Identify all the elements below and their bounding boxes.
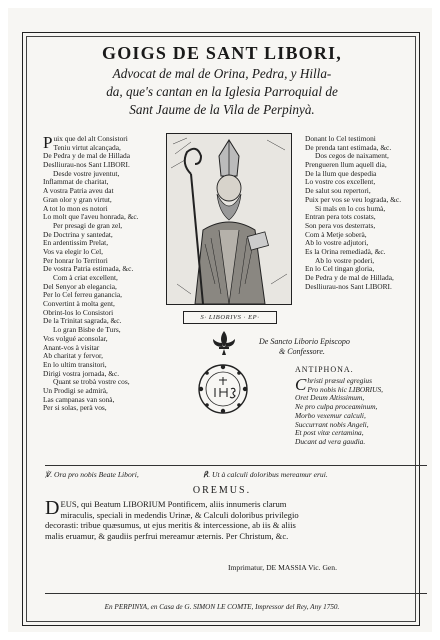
verse-line: Inflammat de charitat, xyxy=(43,177,109,187)
verse-line: Com à criat excellent, xyxy=(53,273,118,282)
title-line-3: da, que's cantan en la Iglesia Parroquial de xyxy=(106,84,338,99)
verse-line: Un Prodigi se admirà, xyxy=(43,385,108,395)
verse-line: Ab lo vostre poderi, xyxy=(315,255,375,265)
prayer-line: miraculis, speciali in medendis Urinæ, & Calculi doloribus privilegio xyxy=(60,509,299,520)
verse-line: Entran pera tots costats, xyxy=(305,212,376,222)
verse-line: En lo ultim transitori, xyxy=(43,359,107,369)
verse-line: Per presagi de gran zel, xyxy=(53,220,123,230)
verse-line: De prenda tant estimada, &c. xyxy=(305,142,392,152)
verse-line: A vostra Patria aveu dat xyxy=(43,186,114,196)
portrait-caption: S· LIBORIVS · EP· xyxy=(183,311,277,324)
verse-line: Dos cegos de naixament, xyxy=(315,151,389,161)
imprimatur-line: Imprimatur, DE MASSIA Vic. Gen. xyxy=(228,563,337,572)
verse-line: Teniu virtut alcançada, xyxy=(53,142,121,152)
saint-portrait xyxy=(166,133,292,305)
verse-line: Quant se trobà vostre cos, xyxy=(53,377,130,387)
footer-rule xyxy=(45,593,427,594)
verse-line: Dirigi vostra jornada, &c. xyxy=(43,368,120,378)
verse-line: Per honrar lo Territori xyxy=(43,255,108,265)
antiphona-line: hristi præsul egregius xyxy=(307,376,372,385)
verse-line: uix que del alt Consistori xyxy=(53,134,128,143)
title-line-2: Advocat de mal de Orina, Pedra, y Hilla- xyxy=(112,66,332,81)
latin-heading xyxy=(259,337,350,357)
verse-line: Del Senyor ab elegancia, xyxy=(43,281,117,291)
antiphona-line: Ne pro culpa proceaminum, xyxy=(295,402,378,412)
antiphona-text xyxy=(295,375,384,447)
antiphona-line: Oret Deum Altissimum, xyxy=(295,393,365,403)
printer-colophon: En PERPINYA, en Casa de G. SIMON LE COMTE, Impressor del Rey, Any 1750. xyxy=(104,603,340,611)
drop-cap: P xyxy=(43,133,53,152)
verse-line: Puix per vos se veu lograda, &c. xyxy=(305,194,402,204)
verse-line: Deslliurau-nos Sant LIBORI. xyxy=(305,281,392,291)
title-line-1: GOIGS DE SANT LIBORI, xyxy=(102,43,342,63)
page-border xyxy=(22,32,420,626)
verse-line: Las campanas van sonà, xyxy=(43,394,115,404)
verse-line: A tot lo mon es notori xyxy=(43,203,108,213)
verse-line: Anant-vos à visitar xyxy=(43,342,100,352)
verse-line: Si mals en lo cos humà, xyxy=(315,203,386,213)
verse-line: En ardentissim Prelat, xyxy=(43,238,109,248)
verse-line: Son pera vos desterrats, xyxy=(305,220,376,230)
antiphona-line: Et post vitæ certamina, xyxy=(295,428,364,438)
verse-line: Convertint à molta gent, xyxy=(43,299,115,309)
prayer-line: decorasti: tribue quæsumus, ut ejus meritis & intercessione, ab iis & aliis xyxy=(45,520,296,530)
antiphona-line: Pro nobis hic LIBORIUS, xyxy=(307,384,384,394)
verse-line: En lo Cel tingan gloria, xyxy=(305,264,375,274)
right-verse-column xyxy=(305,135,401,291)
verse-line: Ab lo vostre adjutori, xyxy=(305,238,369,248)
verse-line: De la Trinitat sagrada, &c. xyxy=(43,316,122,326)
title-line-4: Sant Jaume de la Vila de Perpinyà. xyxy=(129,102,315,117)
verse-line: Prengueren llum aquell dia, xyxy=(305,160,387,170)
prayer-line: malis eruamur, & gaudiis perfrui mereamur æternis. Per Christum, &c. xyxy=(45,530,289,541)
drop-cap: C xyxy=(295,375,307,394)
verse-line: Desde vostre juventut, xyxy=(53,168,120,178)
verse-line: De vostra Patria estimada, &c. xyxy=(43,264,134,274)
antiphona-line: Succurrant nobis Angeli, xyxy=(295,419,369,429)
prayer-text xyxy=(45,499,427,541)
verse-line: De Pedra y de mal de Hillada xyxy=(43,151,131,161)
verse-line: De la llum que despedia xyxy=(305,168,377,178)
prayer-line: EUS, qui Beatum LIBORIUM Pontificem, aliis innumeris clarum xyxy=(60,499,287,509)
drop-cap: D xyxy=(45,497,60,519)
antiphona-line: Morbo vexemur calculi, xyxy=(295,410,366,420)
ihs-medallion-icon xyxy=(197,363,249,415)
latin-heading-line-2: & Confessore. xyxy=(279,347,325,356)
verse-line: De Pedra y de mal de Hillada, xyxy=(305,273,394,282)
verse-line: Vos va elegir lo Cel, xyxy=(43,246,104,256)
verse-line: Com à Metje soberà, xyxy=(305,229,367,239)
verse-line: Lo molt que l'aveu honrada, &c. xyxy=(43,212,139,222)
printed-sheet xyxy=(8,8,432,632)
bishop-engraving-icon xyxy=(167,134,291,304)
left-verse-column xyxy=(43,135,139,413)
response-line: ℟. Ut à calculi doloribus mereamur erui. xyxy=(203,470,328,479)
antiphona-heading: ANTIPHONA. xyxy=(295,365,354,374)
fleur-de-lis-icon xyxy=(209,329,239,357)
verse-line: De Doctrina y santedat, xyxy=(43,229,113,239)
verse-line: Lo gran Bisbe de Turs, xyxy=(53,325,121,335)
latin-heading-line-1: De Sancto Liborio Episcopo xyxy=(259,337,350,346)
verse-line: Es la Orina remediadà, &c. xyxy=(305,246,386,256)
verse-line: Obrint-los lo Consistori xyxy=(43,307,114,317)
divider-rule xyxy=(45,465,427,466)
verse-line: Lo vostre cos excellent, xyxy=(305,177,376,187)
verse-line: De salut sou repertori, xyxy=(305,186,371,196)
oremus-heading: OREMUS. xyxy=(192,485,252,496)
verse-line: Per si solas, perà vos, xyxy=(43,403,107,413)
verse-line: Deslliurau-nos Sant LIBORI. xyxy=(43,160,130,170)
antiphona-line: Ducant ad vera gaudia. xyxy=(295,436,366,446)
verse-line: Gran olor y gran virtut, xyxy=(43,194,112,204)
verse-line: Donant lo Cel testimoni xyxy=(305,134,376,143)
verse-line: Ab charitat y fervor, xyxy=(43,351,104,361)
verse-line: Vos volgué aconsolar, xyxy=(43,333,108,343)
verse-line: Per lo Cel ferreu ganancia, xyxy=(43,290,123,300)
versicle-line: ℣. Ora pro nobis Beate Libori, xyxy=(45,470,139,479)
